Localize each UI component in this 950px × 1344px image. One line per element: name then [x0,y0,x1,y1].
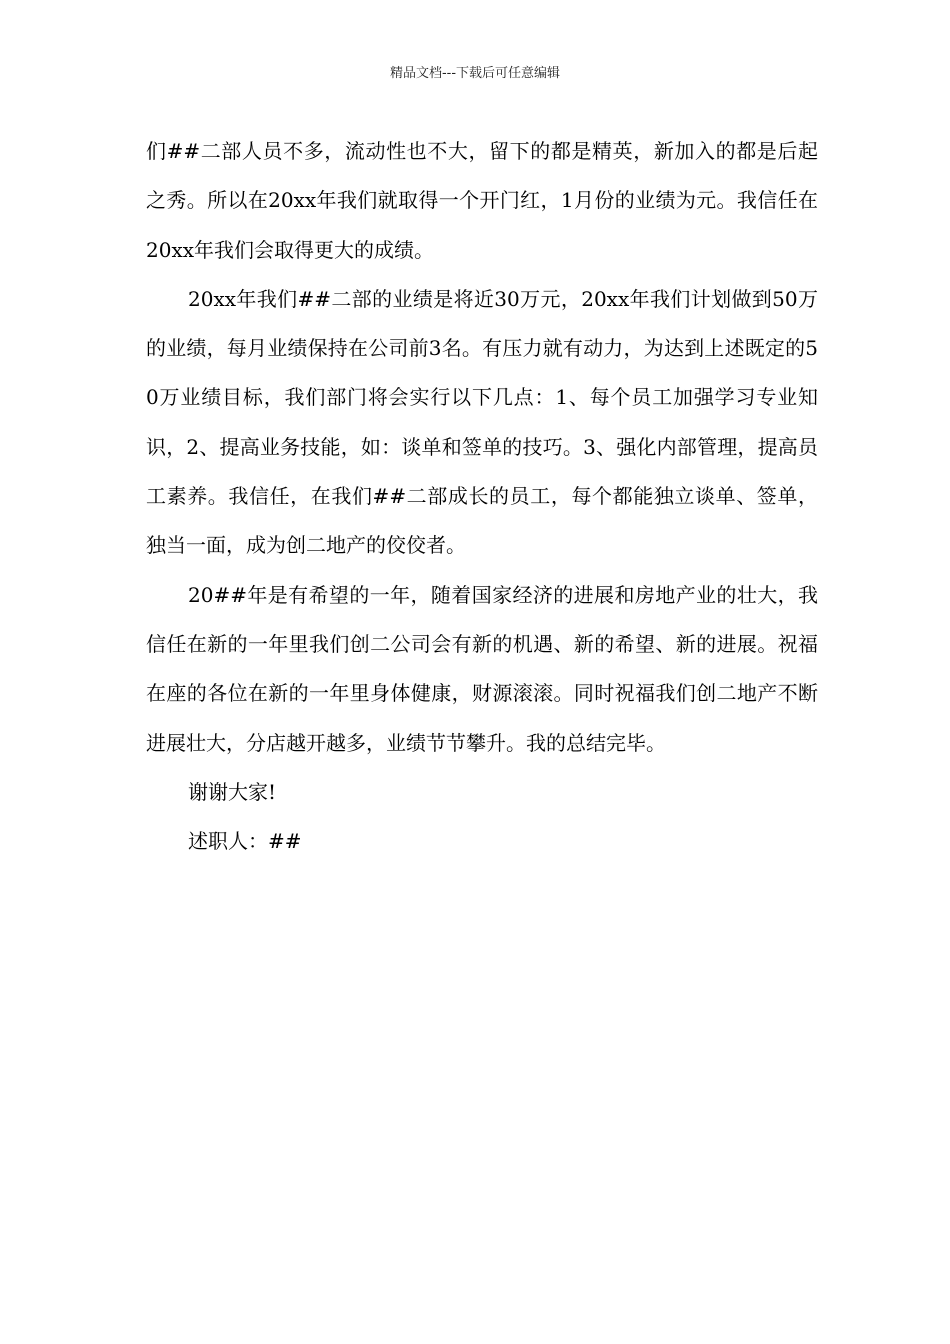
page-header: 精品文档---下载后可任意编辑 [389,66,561,81]
signature-line: 述职人：## [188,829,302,854]
paragraph-1: 们##二部人员不多，流动性也不大，留下的都是精英，新加入的都是后起之秀。所以在20xx年我们就取得一个开门红，1月份的业绩为元。我信任在20xx年我们会取得更大的成绩。 [146,139,818,262]
document-body [146,127,818,866]
paragraph-2: 20xx年我们##二部的业绩是将近30万元，20xx年我们计划做到50万的业绩，每月业绩保持在公司前3名。有压力就有动力，为达到上述既定的50万业绩目标，我们部门将会实行以下几点：1、每个员工加强学习专业知识，2、提高业务技能，如：谈单和签单的技巧。3、强化内部管理，提高员工素养。我信任，在我们##二部成长的员工，每个都能独立谈单、签单，独当一面，成为创二地产的佼佼者。 [146,286,818,558]
closing-thanks: 谢谢大家! [188,779,277,804]
paragraph-3: 20##年是有希望的一年，随着国家经济的进展和房地产业的壮大，我信任在新的一年里我们创二公司会有新的机遇、新的希望、新的进展。祝福在座的各位在新的一年里身体健康，财源滚滚。同时祝福我们创二地产不断进展壮大，分店越开越多，业绩节节攀升。我的总结完毕。 [146,582,818,755]
